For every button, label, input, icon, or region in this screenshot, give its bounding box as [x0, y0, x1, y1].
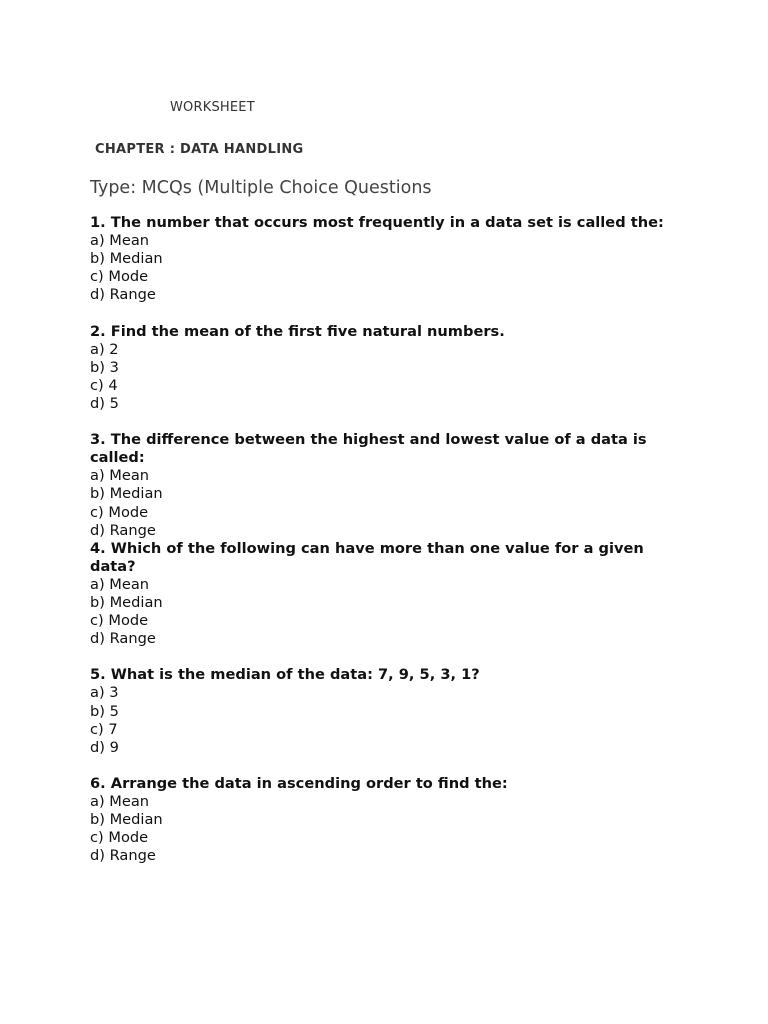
- option-c: c) Mode: [90, 268, 149, 286]
- question-text: 5. What is the median of the data: 7, 9, 5, 3, 1?: [90, 666, 480, 684]
- question-1: [90, 214, 680, 304]
- question-6: [90, 775, 680, 865]
- question-list: [90, 214, 680, 865]
- option-b: b) 3: [90, 358, 119, 376]
- question-3: [90, 431, 680, 540]
- question-5: [90, 666, 680, 756]
- question-4: [90, 540, 680, 649]
- option-b: b) 5: [90, 702, 119, 720]
- question-text: 4. Which of the following can have more than one value for a given data?: [90, 539, 644, 575]
- option-a: a) Mean: [90, 793, 150, 810]
- option-d: d) 9: [90, 738, 119, 756]
- option-a: a) 3: [90, 684, 119, 702]
- option-c: c) 4: [90, 376, 118, 394]
- option-b: b) Median: [90, 485, 163, 503]
- question-2: [90, 323, 680, 413]
- chapter-title: CHAPTER : DATA HANDLING: [95, 142, 304, 157]
- option-b: b) Median: [90, 811, 163, 829]
- option-c: c) Mode: [90, 503, 149, 521]
- option-d: d) 5: [90, 394, 119, 412]
- option-a: a) Mean: [90, 467, 150, 485]
- question-text: 6. Arrange the data in ascending order to find the:: [90, 774, 508, 792]
- question-text: 3. The difference between the highest and lowest value of a data is called:: [90, 431, 647, 467]
- question-text: 1. The number that occurs most frequently in a data set is called the:: [90, 214, 664, 231]
- option-d: d) Range: [90, 286, 156, 304]
- option-b: b) Median: [90, 250, 163, 268]
- option-a: a) 2: [90, 340, 119, 358]
- option-a: a) Mean: [90, 575, 150, 593]
- option-c: c) 7: [90, 720, 118, 738]
- option-a: a) Mean: [90, 232, 150, 250]
- worksheet-title: WORKSHEET: [170, 100, 255, 115]
- option-c: c) Mode: [90, 829, 149, 847]
- option-d: d) Range: [90, 630, 156, 648]
- option-d: d) Range: [90, 521, 156, 539]
- option-d: d) Range: [90, 847, 156, 865]
- option-c: c) Mode: [90, 612, 149, 630]
- option-b: b) Median: [90, 593, 163, 611]
- question-type-heading: Type: MCQs (Multiple Choice Questions: [90, 178, 432, 198]
- question-text: 2. Find the mean of the first five natural numbers.: [90, 322, 505, 340]
